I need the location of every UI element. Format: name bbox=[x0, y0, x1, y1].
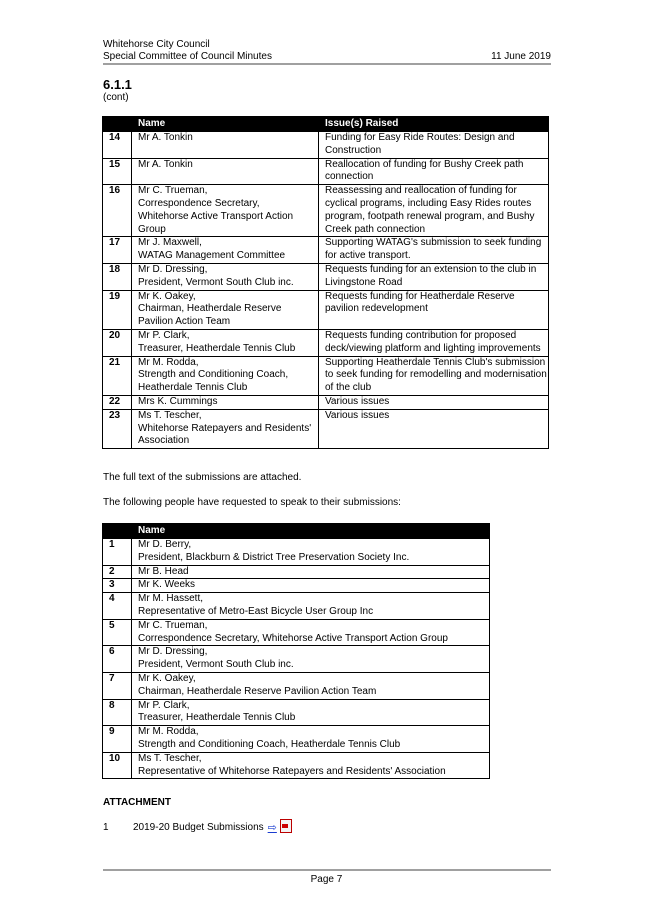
submitter-name: Mr P. Clark, Treasurer, Heatherdale Tennis Club bbox=[132, 329, 319, 356]
table-row bbox=[103, 619, 490, 646]
table-row bbox=[103, 699, 490, 726]
attachment-link-arrow-icon[interactable]: ⇨ bbox=[267, 821, 277, 834]
issue-raised: Requests funding for an extension to the club in Livingstone Road bbox=[319, 263, 549, 290]
table-row bbox=[103, 132, 549, 159]
attachment-title: ATTACHMENT bbox=[103, 797, 171, 808]
row-number: 8 bbox=[103, 699, 132, 726]
submitter-name: Mr C. Trueman, Correspondence Secretary, Whitehorse Active Transport Action Group bbox=[132, 185, 319, 237]
pdf-icon[interactable] bbox=[280, 819, 292, 833]
submitter-name: Mr D. Dressing, President, Vermont South Club inc. bbox=[132, 263, 319, 290]
issue-raised: Requests funding for Heatherdale Reserve pavilion redevelopment bbox=[319, 290, 549, 329]
speaker-name: Mr B. Head bbox=[132, 565, 490, 579]
issue-raised: Various issues bbox=[319, 409, 549, 448]
row-number: 9 bbox=[103, 726, 132, 753]
row-number: 19 bbox=[103, 290, 132, 329]
speakers-table bbox=[102, 523, 490, 779]
section-heading bbox=[103, 77, 132, 104]
row-number: 5 bbox=[103, 619, 132, 646]
row-number: 4 bbox=[103, 593, 132, 620]
row-number: 3 bbox=[103, 579, 132, 593]
row-number: 15 bbox=[103, 158, 132, 185]
row-number: 14 bbox=[103, 132, 132, 159]
table-row bbox=[103, 356, 549, 395]
submissions-header-row bbox=[103, 117, 549, 132]
table-row bbox=[103, 263, 549, 290]
header-divider bbox=[103, 63, 551, 65]
attachment-index: 1 bbox=[103, 821, 109, 833]
attachment-item bbox=[103, 820, 292, 834]
row-number: 22 bbox=[103, 395, 132, 409]
issue-raised: Various issues bbox=[319, 395, 549, 409]
table-row bbox=[103, 290, 549, 329]
submitter-name: Mr M. Rodda, Strength and Conditioning Coach, Heatherdale Tennis Club bbox=[132, 356, 319, 395]
row-number: 6 bbox=[103, 646, 132, 673]
col-header-name: Name bbox=[132, 117, 319, 132]
row-number: 17 bbox=[103, 237, 132, 264]
issue-raised: Supporting Heatherdale Tennis Club's submission to seek funding for remodelling and modernisation of the club bbox=[319, 356, 549, 395]
page-number: Page 7 bbox=[310, 874, 343, 885]
row-number: 10 bbox=[103, 752, 132, 779]
page-header bbox=[103, 39, 551, 63]
col-header-number bbox=[103, 524, 132, 539]
footer-divider bbox=[103, 869, 551, 871]
table-row bbox=[103, 646, 490, 673]
header-date: 11 June 2019 bbox=[491, 51, 551, 62]
table-row bbox=[103, 329, 549, 356]
section-cont: (cont) bbox=[103, 92, 129, 103]
row-number: 23 bbox=[103, 409, 132, 448]
header-committee: Special Committee of Council Minutes bbox=[103, 51, 272, 62]
speaker-name: Mr C. Trueman, Correspondence Secretary, Whitehorse Active Transport Action Group bbox=[132, 619, 490, 646]
submitter-name: Mr K. Oakey, Chairman, Heatherdale Reserve Pavilion Action Team bbox=[132, 290, 319, 329]
table-row bbox=[103, 158, 549, 185]
row-number: 21 bbox=[103, 356, 132, 395]
speaker-name: Mr M. Hassett, Representative of Metro-East Bicycle User Group Inc bbox=[132, 593, 490, 620]
submitter-name: Mr A. Tonkin bbox=[132, 132, 319, 159]
speaker-name: Mr K. Oakey, Chairman, Heatherdale Reserve Pavilion Action Team bbox=[132, 672, 490, 699]
speakers-header-row bbox=[103, 524, 490, 539]
table-row bbox=[103, 593, 490, 620]
section-number: 6.1.1 bbox=[103, 77, 132, 92]
issue-raised: Reassessing and reallocation of funding for cyclical programs, including Easy Rides routes program, footpath renewal program, and Bushy Creek path connection bbox=[319, 185, 549, 237]
table-row bbox=[103, 752, 490, 779]
table-row bbox=[103, 185, 549, 237]
speaker-name: Mr D. Berry, President, Blackburn & District Tree Preservation Society Inc. bbox=[132, 539, 490, 566]
table-row bbox=[103, 579, 490, 593]
col-header-number bbox=[103, 117, 132, 132]
submitter-name: Mr J. Maxwell, WATAG Management Committee bbox=[132, 237, 319, 264]
row-number: 20 bbox=[103, 329, 132, 356]
speaker-name: Mr K. Weeks bbox=[132, 579, 490, 593]
speaker-name: Ms T. Tescher, Representative of Whitehorse Ratepayers and Residents' Association bbox=[132, 752, 490, 779]
issue-raised: Funding for Easy Ride Routes: Design and Construction bbox=[319, 132, 549, 159]
submissions-table bbox=[102, 116, 549, 449]
header-row bbox=[103, 51, 551, 63]
table-row bbox=[103, 237, 549, 264]
table-row bbox=[103, 726, 490, 753]
row-number: 16 bbox=[103, 185, 132, 237]
table-row bbox=[103, 672, 490, 699]
submitter-name: Mr A. Tonkin bbox=[132, 158, 319, 185]
attachment-label: 2019-20 Budget Submissions bbox=[133, 821, 264, 833]
table-row bbox=[103, 409, 549, 448]
row-number: 18 bbox=[103, 263, 132, 290]
submitter-name: Mrs K. Cummings bbox=[132, 395, 319, 409]
col-header-name: Name bbox=[132, 524, 490, 539]
row-number: 7 bbox=[103, 672, 132, 699]
issue-raised: Supporting WATAG's submission to seek funding for active transport. bbox=[319, 237, 549, 264]
issue-raised: Reallocation of funding for Bushy Creek path connection bbox=[319, 158, 549, 185]
row-number: 2 bbox=[103, 565, 132, 579]
row-number: 1 bbox=[103, 539, 132, 566]
speaker-name: Mr D. Dressing, President, Vermont South Club inc. bbox=[132, 646, 490, 673]
speaker-name: Mr M. Rodda, Strength and Conditioning Coach, Heatherdale Tennis Club bbox=[132, 726, 490, 753]
table-row bbox=[103, 565, 490, 579]
speakers-intro-text: The following people have requested to speak to their submissions: bbox=[103, 497, 401, 508]
submissions-attached-text: The full text of the submissions are attached. bbox=[103, 472, 302, 483]
col-header-issue: Issue(s) Raised bbox=[319, 117, 549, 132]
issue-raised: Requests funding contribution for proposed deck/viewing platform and lighting improvements bbox=[319, 329, 549, 356]
submitter-name: Ms T. Tescher, Whitehorse Ratepayers and Residents' Association bbox=[132, 409, 319, 448]
header-org: Whitehorse City Council bbox=[103, 39, 210, 50]
speaker-name: Mr P. Clark, Treasurer, Heatherdale Tennis Club bbox=[132, 699, 490, 726]
table-row bbox=[103, 395, 549, 409]
table-row bbox=[103, 539, 490, 566]
